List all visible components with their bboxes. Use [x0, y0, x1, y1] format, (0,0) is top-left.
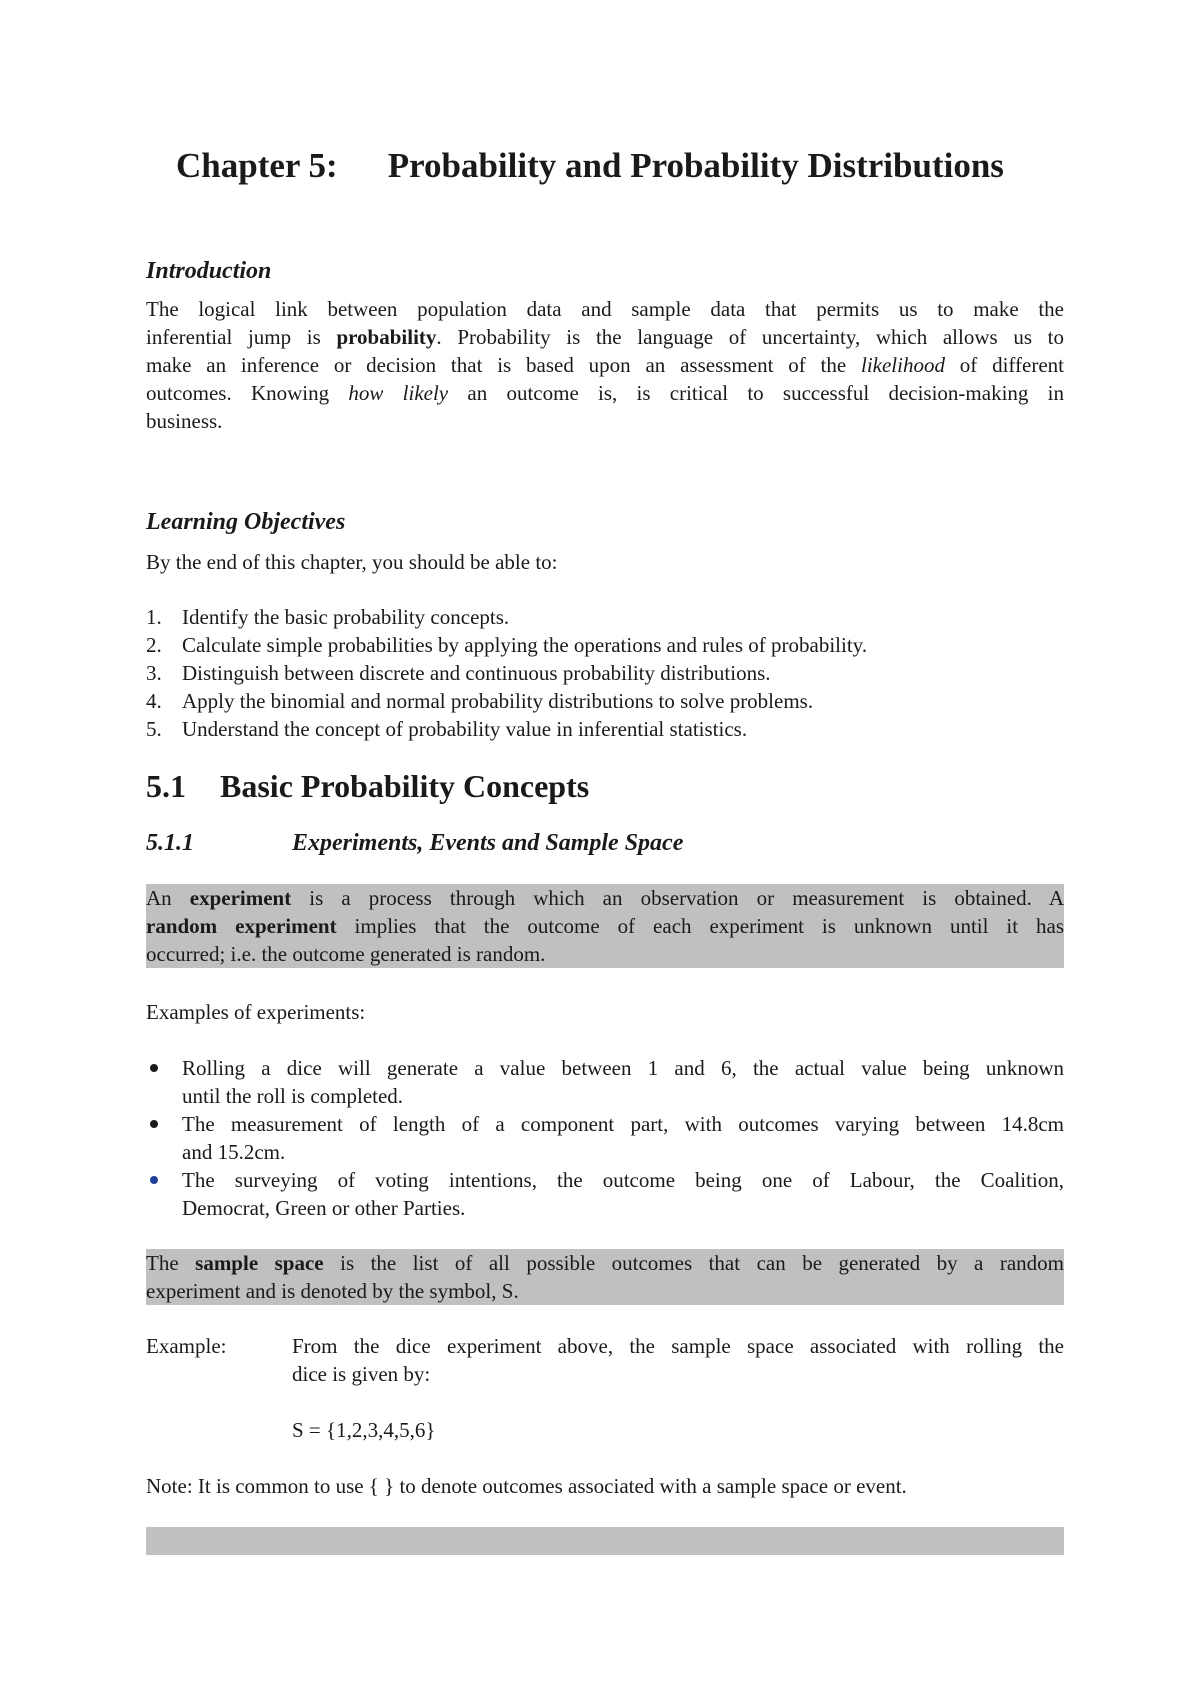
bullet-icon — [150, 1064, 158, 1072]
sample-space-definition: The sample space is the list of all possible outcomes that can be generated by a random experiment and is denoted by the symbol, S. — [146, 1251, 1065, 1303]
list-item: 2. Calculate simple probabilities by applying the operations and rules of probability. — [146, 633, 868, 657]
learning-objectives-heading: Learning Objectives — [146, 509, 346, 535]
note-text: Note: It is common to use { } to denote outcomes associated with a sample space or event. — [146, 1474, 907, 1498]
list-item: Rolling a dice will generate a value between 1 and 6, the actual value being unknown until the roll is completed. — [146, 1054, 1064, 1110]
experiment-definition: An experiment is a process through which an observation or measurement is obtained. A random experiment implies that the outcome of each experiment is unknown until it has occurred; i.e. the outcome generated is random. — [146, 886, 1064, 966]
list-item: 3. Distinguish between discrete and continuous probability distributions. — [146, 661, 771, 685]
example-body: From the dice experiment above, the sample space associated with rolling the dice is given by: — [292, 1334, 1064, 1386]
chapter-name: Probability and Probability Distributions — [387, 146, 1004, 185]
introduction-paragraph — [146, 295, 1064, 435]
intro-line-1: The logical link between population data and sample data that permits us to make the — [146, 297, 1064, 321]
chapter-number: Chapter 5: — [176, 146, 338, 185]
bullet-icon — [150, 1120, 158, 1128]
list-item: 4. Apply the binomial and normal probability distributions to solve problems. — [146, 689, 814, 713]
list-item: 1. Identify the basic probability concepts. — [146, 605, 510, 629]
term-random-experiment: random experiment — [146, 914, 337, 938]
list-item: 5. Understand the concept of probability value in inferential statistics. — [146, 717, 748, 741]
term-experiment: experiment — [189, 886, 292, 910]
example-label: Example: — [146, 1334, 227, 1358]
introduction-heading: Introduction — [146, 258, 272, 284]
chapter-title — [176, 146, 1004, 186]
shaded-block — [146, 1527, 1064, 1555]
list-item: The surveying of voting intentions, the outcome being one of Labour, the Coalition, Democrat, Green or other Parties. — [146, 1166, 1064, 1222]
subsection-heading: 5.1.1 Experiments, Events and Sample Space — [146, 830, 684, 856]
term-sample-space: sample space — [195, 1251, 324, 1275]
intro-line-5: business. — [146, 409, 223, 433]
term-probability: probability — [336, 325, 437, 349]
intro-line-2: inferential jump is probability. Probability is the language of uncertainty, which allows us to — [146, 325, 1064, 349]
sample-space-set: S = {1,2,3,4,5,6} — [292, 1418, 436, 1442]
list-item: The measurement of length of a component part, with outcomes varying between 14.8cm and 15.2cm. — [146, 1110, 1064, 1166]
term-how-likely: how likely — [348, 381, 449, 405]
term-likelihood: likelihood — [861, 353, 945, 377]
objectives-lead: By the end of this chapter, you should be able to: — [146, 550, 558, 574]
bullet-icon — [150, 1176, 158, 1184]
section-heading: 5.1 Basic Probability Concepts — [146, 768, 590, 804]
examples-list — [146, 1054, 1064, 1222]
objectives-list — [146, 603, 867, 743]
intro-line-3: make an inference or decision that is based upon an assessment of the likelihood of different — [146, 353, 1065, 377]
examples-lead: Examples of experiments: — [146, 1000, 366, 1024]
intro-line-4: outcomes. Knowing how likely an outcome is, is critical to successful decision-making in — [146, 381, 1064, 405]
